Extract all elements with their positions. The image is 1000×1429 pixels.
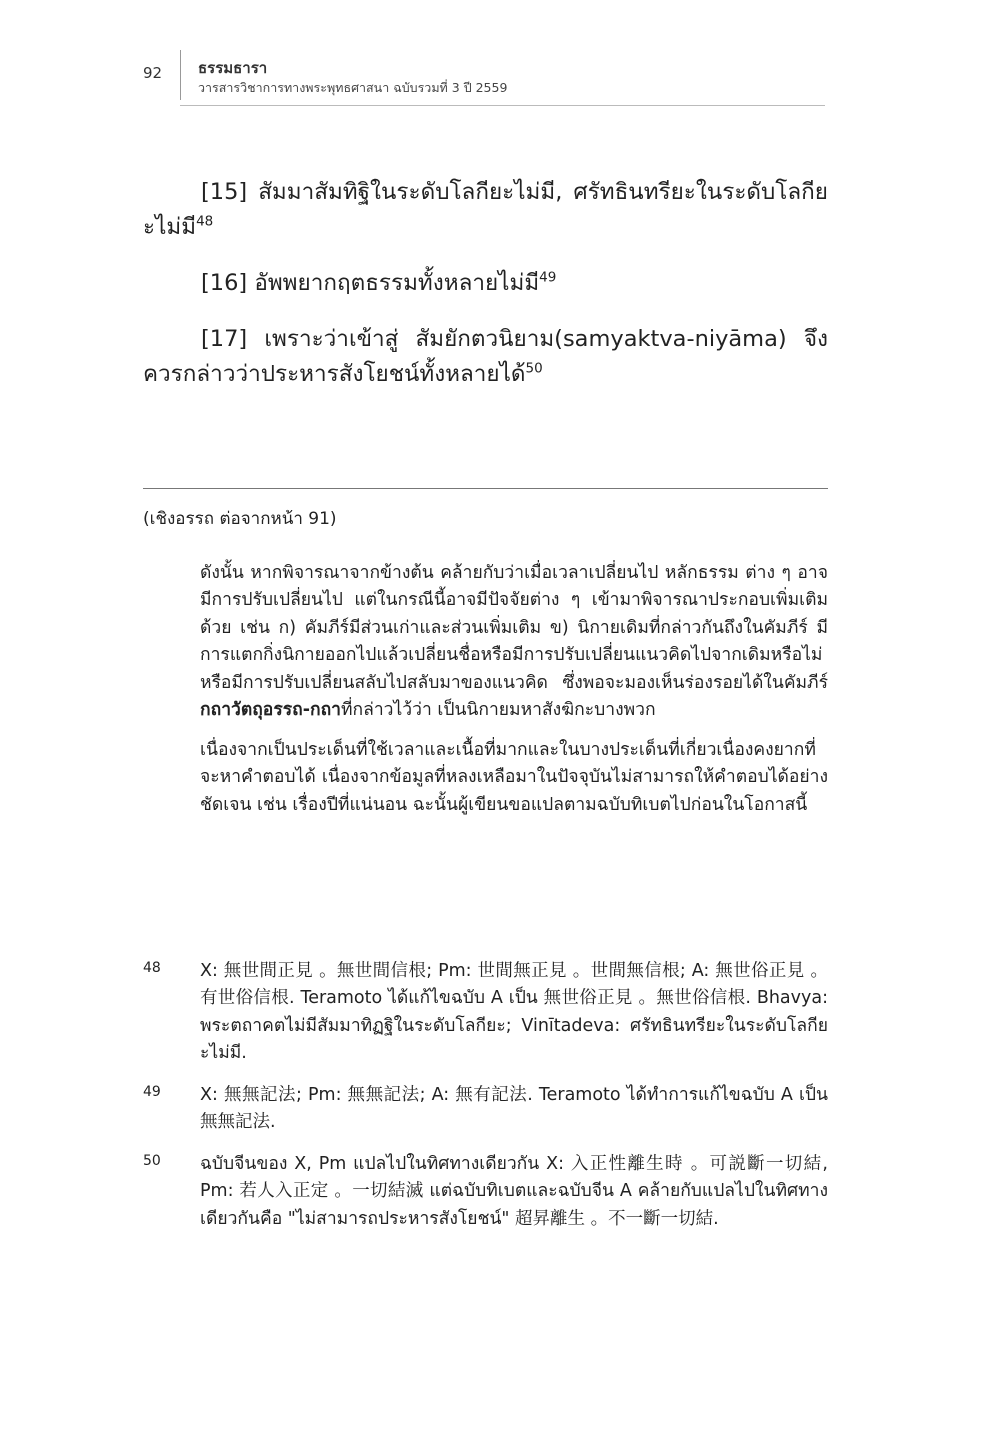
page-header — [0, 0, 1000, 110]
continued-paragraph-1-text: ดังนั้น หากพิจารณาจากข้างต้น คล้ายกับว่าเมื่อเวลาเปลี่ยนไป หลักธรรม ต่าง ๆ อาจมีการปรับเปลี่ยนไป แต่ในกรณีนี้อาจมีปัจจัยต่าง ๆ เข้ามาพิจารณาประกอบเพิ่มเติมด้วย เช่น ก) คัมภีร์มีส่วนเก่าและส่วนเพิ่มเติม ข) นิกายเดิมที่กล่าวกันถึงในคัมภีร์ มีการแตกกิ่งนิกายออกไปแล้วเปลี่ยนชื่อหรือมีการปรับเปลี่ยนแนวคิดไปจากเดิมหรือไม่ หรือมีการปรับเปลี่ยนสลับไปสลับมาของแนวคิด ซึ่งพอจะมองเห็นร่องรอยได้ในคัมภีร์ — [200, 563, 828, 693]
journal-title: ธรรมธารา — [198, 59, 268, 77]
paragraph-17-text: [17] เพราะว่าเข้าสู่ สัมยักตวนิยาม(samyaktva-niyāma) จึงควรกล่าวว่าประหารสังโยชน์ทั้งหลายได้ — [143, 325, 828, 387]
continued-paragraph-1-tail: ที่กล่าวไว้ว่า เป็นนิกายมหาสังฆิกะบางพวก — [341, 700, 656, 721]
header-divider — [180, 50, 181, 100]
footnote-separator — [143, 488, 828, 489]
footnote-ref-48[interactable]: 48 — [196, 213, 214, 230]
footnote-number: 49 — [143, 1083, 161, 1100]
footnotes — [143, 958, 828, 1247]
paragraph-17 — [143, 322, 828, 392]
header-rule — [180, 105, 825, 106]
continued-paragraph-2: เนื่องจากเป็นประเด็นที่ใช้เวลาและเนื้อที่มากและในบางประเด็นที่เกี่ยวเนื่องคงยากที่จะหาคำตอบได้ เนื่องจากข้อมูลที่หลงเหลือมาในปัจจุบันไม่สามารถให้คำตอบได้อย่างชัดเจน เช่น เรื่องปีที่แน่นอน ฉะนั้นผู้เขียนขอแปลตามฉบับทิเบตไปก่อนในโอกาสนี้ — [200, 739, 828, 815]
footnote-text: X: 無無記法; Pm: 無無記法; A: 無有記法. Teramoto ได้ทำการแก้ไขฉบับ A เป็น 無無記法. — [200, 1084, 828, 1133]
continued-footnote-label: (เชิงอรรถ ต่อจากหน้า 91) — [143, 509, 337, 529]
footnote-48 — [143, 958, 828, 1068]
main-text — [143, 175, 828, 412]
journal-subtitle: วารสารวิชาการทางพระพุทธศาสนา ฉบับรวมที่ 3 ปี 2559 — [198, 80, 508, 95]
paragraph-15-text: [15] สัมมาสัมทิฐิในระดับโลกียะไม่มี, ศรัทธินทรียะในระดับโลกียะไม่มี — [143, 179, 828, 240]
paragraph-15 — [143, 175, 828, 245]
footnote-49 — [143, 1082, 828, 1137]
continued-paragraph-1 — [200, 560, 828, 725]
continued-footnote-block — [200, 560, 828, 831]
footnote-number: 50 — [143, 1152, 161, 1169]
footnote-ref-50[interactable]: 50 — [525, 360, 543, 376]
footnote-number: 48 — [143, 960, 161, 976]
page-number: 92 — [143, 64, 163, 82]
paragraph-16-text: [16] อัพพยากฤตธรรมทั้งหลายไม่มี — [201, 269, 540, 296]
continued-paragraph-1-bold: กถาวัตถุอรรถ-กถา — [200, 700, 341, 721]
footnote-text: X: 無世間正見 。無世間信根; Pm: 世間無正見 。世間無信根; A: 無世俗正見 。有世俗信根. Teramoto ได้แก้ไขฉบับ A เป็น 無世俗正見 。無世俗信根. Bhavya: พระตถาคตไม่มีสัมมาทิฏฐิในระดับโลกียะ; Vinītadeva: ศรัทธินทรียะในระดับโลกียะไม่มี. — [200, 961, 828, 1064]
footnote-ref-49[interactable]: 49 — [539, 269, 557, 286]
footnote-text: ฉบับจีนของ X, Pm แปลไปในทิศทางเดียวกัน X: 入正性離生時 。可説斷一切結, Pm: 若人入正定 。一切結滅 แต่ฉบับทิเบตและฉบับจีน A คล้ายกับแปลไปในทิศทางเดียวกันคือ "ไม่สามารถประหารสังโยชน์" 超昇離生 。不一斷一切結. — [200, 1153, 828, 1229]
paragraph-16 — [143, 266, 828, 301]
footnote-50 — [143, 1151, 828, 1233]
